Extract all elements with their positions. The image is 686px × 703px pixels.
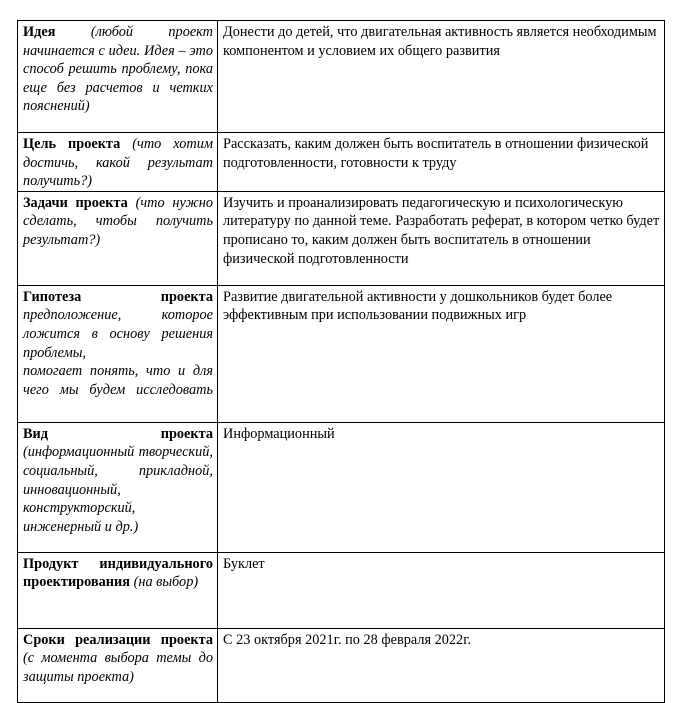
row-hint: (на выбор) <box>133 574 199 591</box>
row-label: Цель проекта <box>23 136 121 152</box>
table-row <box>18 191 665 285</box>
row-value-cell <box>218 285 665 422</box>
row-label-cell <box>18 552 218 628</box>
row-value-cell <box>218 628 665 702</box>
row-value-cell <box>218 552 665 628</box>
row-label-cell <box>18 191 218 285</box>
row-hint: (что хотим достичь, какой результат получить?) <box>23 136 213 190</box>
row-value: Буклет <box>223 555 265 572</box>
table-row <box>18 21 665 133</box>
row-value: Изучить и проанализировать педагогическую и психологическую литературу по данной теме. Разработать реферат, в котором четко будет прописано то, каким должен быть воспитатель в отношении физической подготовленности <box>223 194 660 267</box>
row-label-cell <box>18 628 218 702</box>
row-label: Вид проекта <box>23 425 213 442</box>
row-value: Рассказать, каким должен быть воспитатель в отношении физической подготовленности, готовности к труду <box>223 136 649 171</box>
table-row <box>18 628 665 702</box>
row-hint: помогает понять, что и для чего мы будем исследовать <box>23 363 213 398</box>
row-value: Развитие двигательной активности у дошкольников будет более эффективным при использовании подвижных игр <box>223 288 613 324</box>
table-row <box>18 285 665 422</box>
project-table <box>17 20 665 703</box>
row-value-cell <box>218 191 665 285</box>
row-label: Сроки реализации проекта <box>23 631 213 648</box>
row-hint: (с момента выбора темы до защиты проекта) <box>23 650 213 685</box>
row-hint: (что нужно сделать, чтобы получить результат?) <box>23 194 213 248</box>
row-hint: предположение, которое ложится в основу решения проблемы, <box>23 307 213 361</box>
row-label: Идея <box>23 24 56 40</box>
table-row <box>18 422 665 552</box>
row-hint: (любой проект начинается с идеи. Идея – это способ решить проблему, пока еще без расчетов и четких пояснений) <box>23 24 214 115</box>
row-value: Информационный <box>223 425 335 442</box>
row-hint: (информационный творческий, социальный, прикладной, инновационный, конструкторский, инженерный и др.) <box>23 444 213 535</box>
row-label-cell <box>18 285 218 422</box>
table-row <box>18 552 665 628</box>
row-label: Гипотеза проекта <box>23 288 213 305</box>
row-value-cell <box>218 21 665 133</box>
row-label-cell <box>18 21 218 133</box>
row-value-cell <box>218 133 665 192</box>
row-label-cell <box>18 422 218 552</box>
row-label: Задачи проекта <box>23 194 128 211</box>
row-value: С 23 октября 2021г. по 28 февраля 2022г. <box>223 631 472 648</box>
row-label-cell <box>18 133 218 192</box>
row-value: Донести до детей, что двигательная активность является необходимым компонентом и условием их общего развития <box>223 24 657 59</box>
row-value-cell <box>218 422 665 552</box>
table-row <box>18 133 665 192</box>
row-label: Продукт индивидуального проектирования <box>23 555 213 591</box>
